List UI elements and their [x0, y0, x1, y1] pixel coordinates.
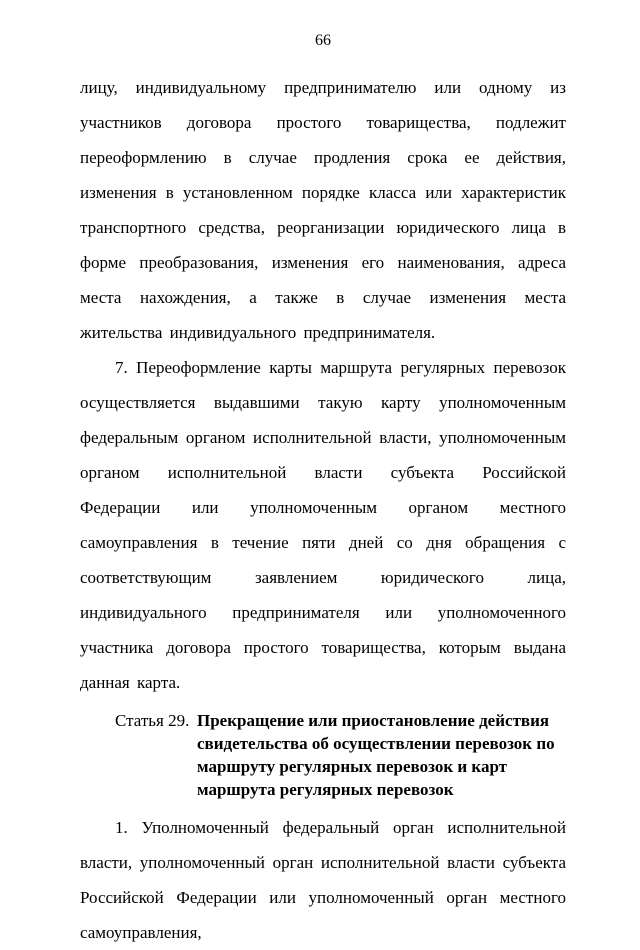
paragraph: 1. Уполномоченный федеральный орган исполнительной власти, уполномоченный орган исполнительной власти субъекта Российской Федерации или уполномоченный орган местного самоуправления,: [80, 818, 566, 942]
article-number: Статья 29.: [115, 711, 190, 730]
article-title: Прекращение или приостановление действия свидетельства об осуществлении перевозок по маршруту регулярных перевозок и карт маршрута регулярных перевозок: [197, 711, 555, 799]
article-heading: [115, 709, 566, 801]
page-number: 66: [315, 32, 331, 49]
paragraph: 7. Переоформление карты маршрута регулярных перевозок осуществляется выдавшими такую карту уполномоченным федеральным органом исполнительной власти, уполномоченным органом исполнительной власти субъекта Российской Федерации или уполномоченным органом местного самоуправления в течение пяти дней со дня обращения с соответствующим заявлением юридического лица, индивидуального предпринимателя или уполномоченного участника договора простого товарищества, которым выдана данная карта.: [80, 358, 566, 692]
paragraph: лицу, индивидуальному предпринимателю или одному из участников договора простого товарищества, подлежит переоформлению в случае продления срока ее действия, изменения в установленном порядке класса или характеристик транспортного средства, реорганизации юридического лица в форме преобразования, изменения его наименования, адреса места нахождения, а также в случае изменения места жительства индивидуального предпринимателя.: [80, 78, 566, 342]
